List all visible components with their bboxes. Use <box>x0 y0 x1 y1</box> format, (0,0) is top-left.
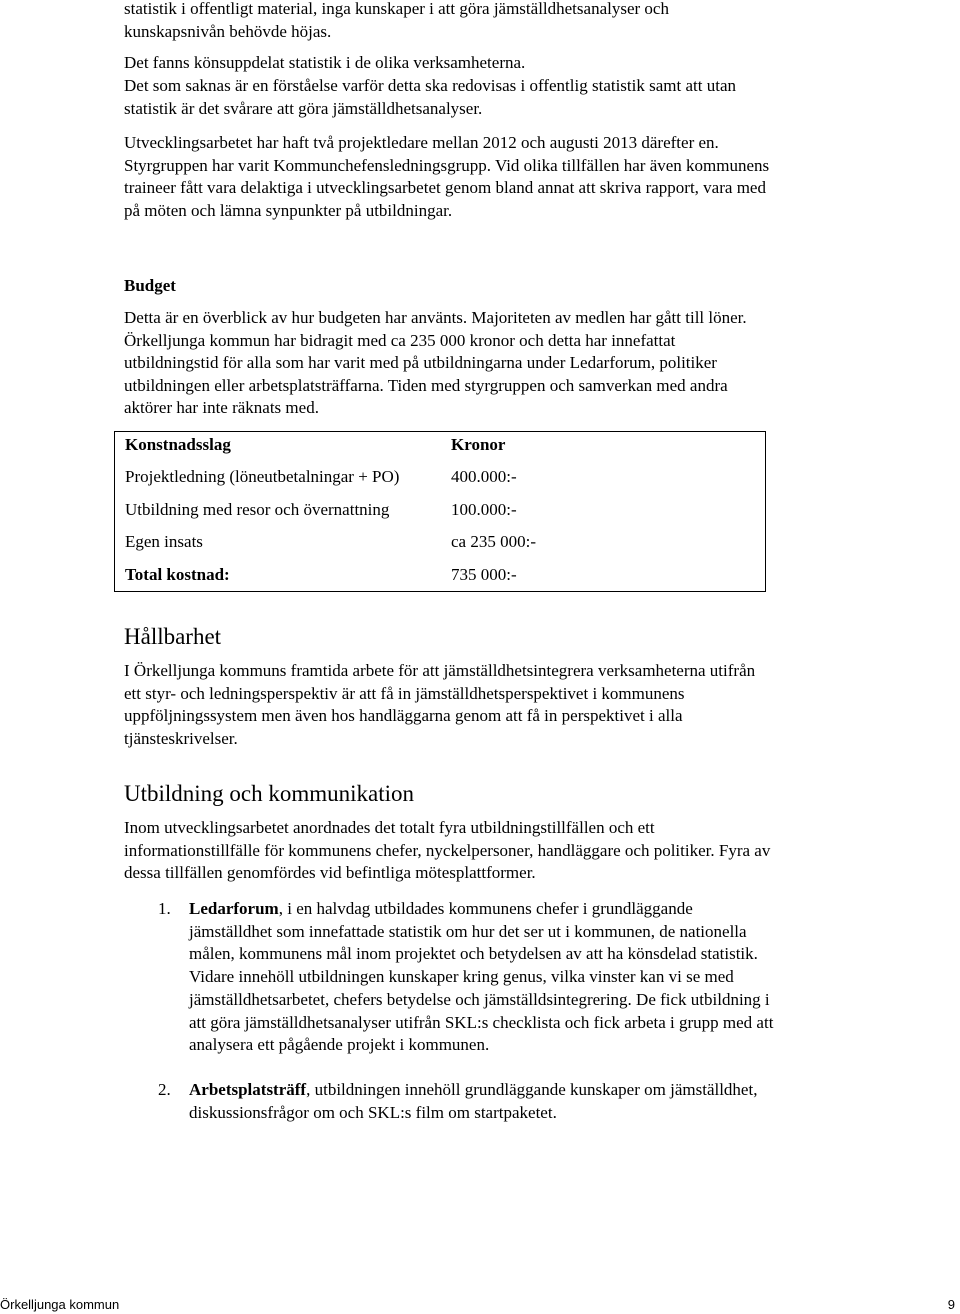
list-item-text: , i en halvdag utbildades kommunens chefer i grundläggande jämställdhet som innefattade statistik om hur det ser ut i kommunen, de nationella målen, kommunens mål inom projektet och betydelsen av att ha könsdelad statistik. Vidare innehöll utbildningen kunskaper kring genus, vilka vinster kan vi se med jämställdhetsarbetet, chefers betydelse och jämställdsintegrering. De fick utbildning i att göra jämställdhetsanalyser utifrån SKL:s checklista och fick arbeta i grupp med att analysera ett pågående projekt i kommunen. <box>189 899 774 1055</box>
table-cell: 400.000:- <box>451 467 517 487</box>
table-row <box>115 494 766 527</box>
utbildning-list <box>124 898 774 1146</box>
budget-paragraph: Detta är en överblick av hur budgeten har använts. Majoriteten av medlen har gått till löner. Örkelljunga kommun har bidragit med ca 235 000 kronor och detta har innefattat utbildningstid för alla som har varit med på utbildningarna under Ledarforum, politiker utbildningen eller arbetsplatsträffarna. Tiden med styrgruppen och samverkan med andra aktörer har inte räknats med. <box>124 308 747 417</box>
budget-table <box>114 431 766 592</box>
table-cell: 100.000:- <box>451 499 517 519</box>
list-item-title: Ledarforum <box>189 899 279 918</box>
list-item <box>124 1079 774 1124</box>
hallbarhet-paragraph: I Örkelljunga kommuns framtida arbete för att jämställdhetsintegrera verksamheterna utifrån ett styr- och ledningsperspektiv är att få in jämställdhetsperspektivet i kommunens uppföljningssystem men även hos handläggarna genom att få in perspektivet i alla tjänsteskrivelser. <box>124 661 756 748</box>
table-cell: Total kostnad: <box>125 564 230 584</box>
table-header-row <box>115 432 766 462</box>
table-cell: ca 235 000:- <box>451 532 536 552</box>
list-item-text: , utbildningen innehöll grundläggande kunskaper om jämställdhet, diskussionsfrågor om och SKL:s film om startpaketet. <box>189 1079 758 1122</box>
hallbarhet-heading: Hållbarhet <box>124 624 222 649</box>
table-header-cell: Kronor <box>451 435 506 454</box>
utbildning-heading: Utbildning och kommunikation <box>124 781 415 806</box>
table-row <box>115 526 766 559</box>
budget-heading: Budget <box>124 276 176 295</box>
table-cell: Utbildning med resor och övernattning <box>125 499 390 519</box>
list-item-title: Arbetsplatsträff <box>189 1079 307 1099</box>
utbildning-paragraph: Inom utvecklingsarbetet anordnades det totalt fyra utbildningstillfällen och ett informationstillfälle för kommunens chefer, nyckelpersoner, handläggare och politiker. Fyra av dessa tillfällen genomfördes vid befintliga mötesplattformer. <box>124 818 771 882</box>
table-row <box>115 461 766 494</box>
paragraph-missing: Det som saknas är en förståelse varför detta ska redovisas i offentlig statistik samt att utan statistik är det svårare att göra jämställdhetsanalyser. <box>124 76 736 118</box>
footer-page-number: 9 <box>947 1297 955 1312</box>
paragraph-intro: statistik i offentligt material, inga kunskaper i att göra jämställdhetsanalyser och kunskapsnivån behövde höjas. <box>124 0 669 41</box>
table-cell: Egen insats <box>125 532 203 552</box>
paragraph-statistics: Det fanns könsuppdelat statistik i de olika verksamheterna. <box>124 53 526 72</box>
list-item-number: 1. <box>158 899 171 918</box>
table-total-row <box>115 559 766 592</box>
footer-organization: Örkelljunga kommun <box>0 1297 120 1312</box>
table-cell: 735 000:- <box>451 564 517 584</box>
paragraph-project-leaders: Utvecklingsarbetet har haft två projektledare mellan 2012 och augusti 2013 därefter en. Styrgruppen har varit Kommunchefensledningsgrupp. Vid olika tillfällen har även kommunens traineer fått vara delaktiga i utvecklingsarbetet genom bland annat att skriva rapport, vara med på möten och lämna synpunkter på utbildningar. <box>124 133 770 220</box>
list-item <box>124 898 774 1057</box>
table-header-cell: Konstnadsslag <box>125 435 231 454</box>
list-item-number: 2. <box>158 1079 171 1099</box>
table-cell: Projektledning (löneutbetalningar + PO) <box>125 467 400 487</box>
